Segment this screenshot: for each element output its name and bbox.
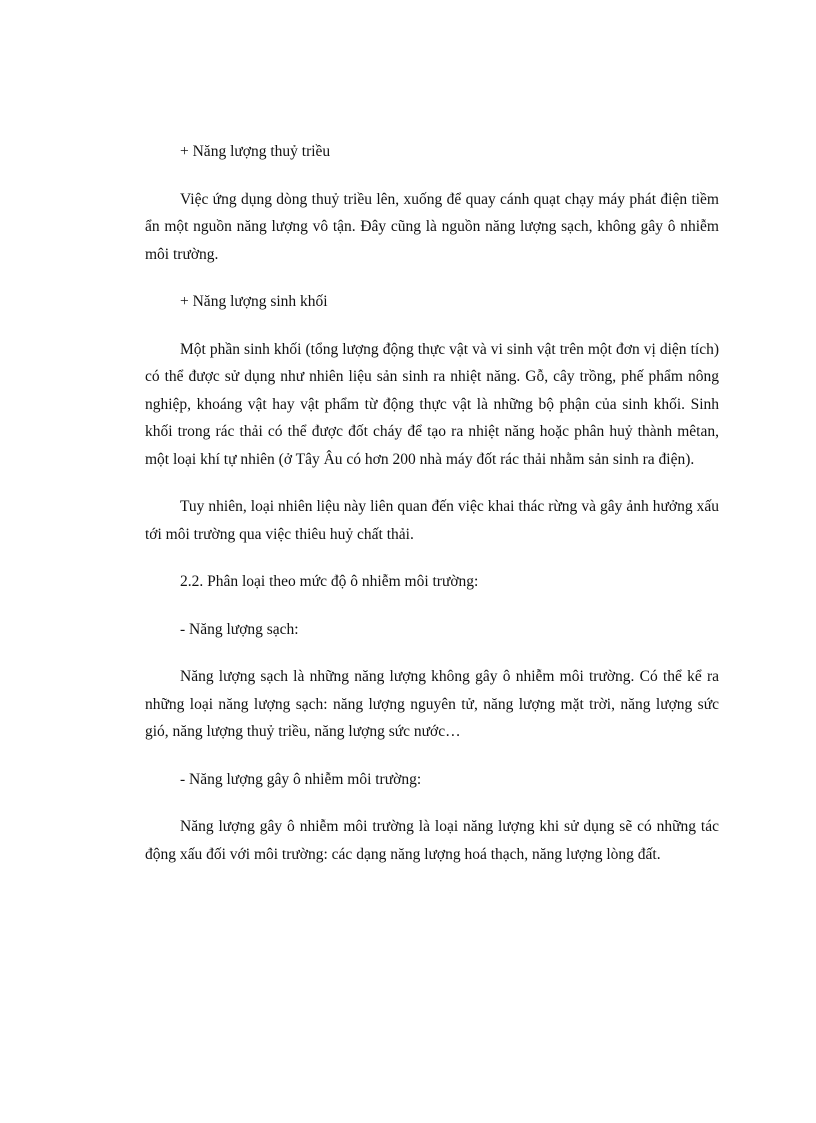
heading-polluting-energy: - Năng lượng gây ô nhiễm môi trường: <box>180 770 422 788</box>
document-page <box>145 138 719 868</box>
heading-pollution-classification: 2.2. Phân loại theo mức độ ô nhiễm môi trường: <box>180 573 479 590</box>
paragraph-biomass-energy: Một phần sinh khối (tổng lượng động thực vật và vi sinh vật trên một đơn vị diện tích) có thể được sử dụng như nhiên liệu sản sinh ra nhiệt năng. Gỗ, cây trồng, phế phẩm nông nghiệp, khoáng vật hay vật phẩm từ động thực vật là những bộ phận của sinh khối. Sinh khối trong rác thải có thể được đốt cháy để tạo ra nhiệt năng hoặc phân huỷ thành mêtan, một loại khí tự nhiên (ở Tây Âu có hơn 200 nhà máy đốt rác thải nhằm sản sinh ra điện). <box>145 340 719 468</box>
paragraph-tidal-energy: Việc ứng dụng dòng thuỷ triều lên, xuống để quay cánh quạt chạy máy phát điện tiềm ẩn một nguồn năng lượng vô tận. Đây cũng là nguồn năng lượng sạch, không gây ô nhiễm môi trường. <box>145 190 719 263</box>
heading-tidal-energy: + Năng lượng thuỷ triều <box>180 143 331 160</box>
heading-biomass-energy: + Năng lượng sinh khối <box>180 293 328 310</box>
heading-clean-energy: - Năng lượng sạch: <box>180 620 299 638</box>
paragraph-polluting-energy: Năng lượng gây ô nhiễm môi trường là loại năng lượng khi sử dụng sẽ có những tác động xấu đối với môi trường: các dạng năng lượng hoá thạch, năng lượng lòng đất. <box>145 818 719 863</box>
paragraph-clean-energy: Năng lượng sạch là những năng lượng không gây ô nhiễm môi trường. Có thể kể ra những loại năng lượng sạch: năng lượng nguyên tử, năng lượng mặt trời, năng lượng sức gió, năng lượng thuỷ triều, năng lượng sức nước… <box>145 668 719 740</box>
paragraph-biomass-drawbacks: Tuy nhiên, loại nhiên liệu này liên quan đến việc khai thác rừng và gây ảnh hưởng xấu tới môi trường qua việc thiêu huỷ chất thải. <box>145 498 719 543</box>
